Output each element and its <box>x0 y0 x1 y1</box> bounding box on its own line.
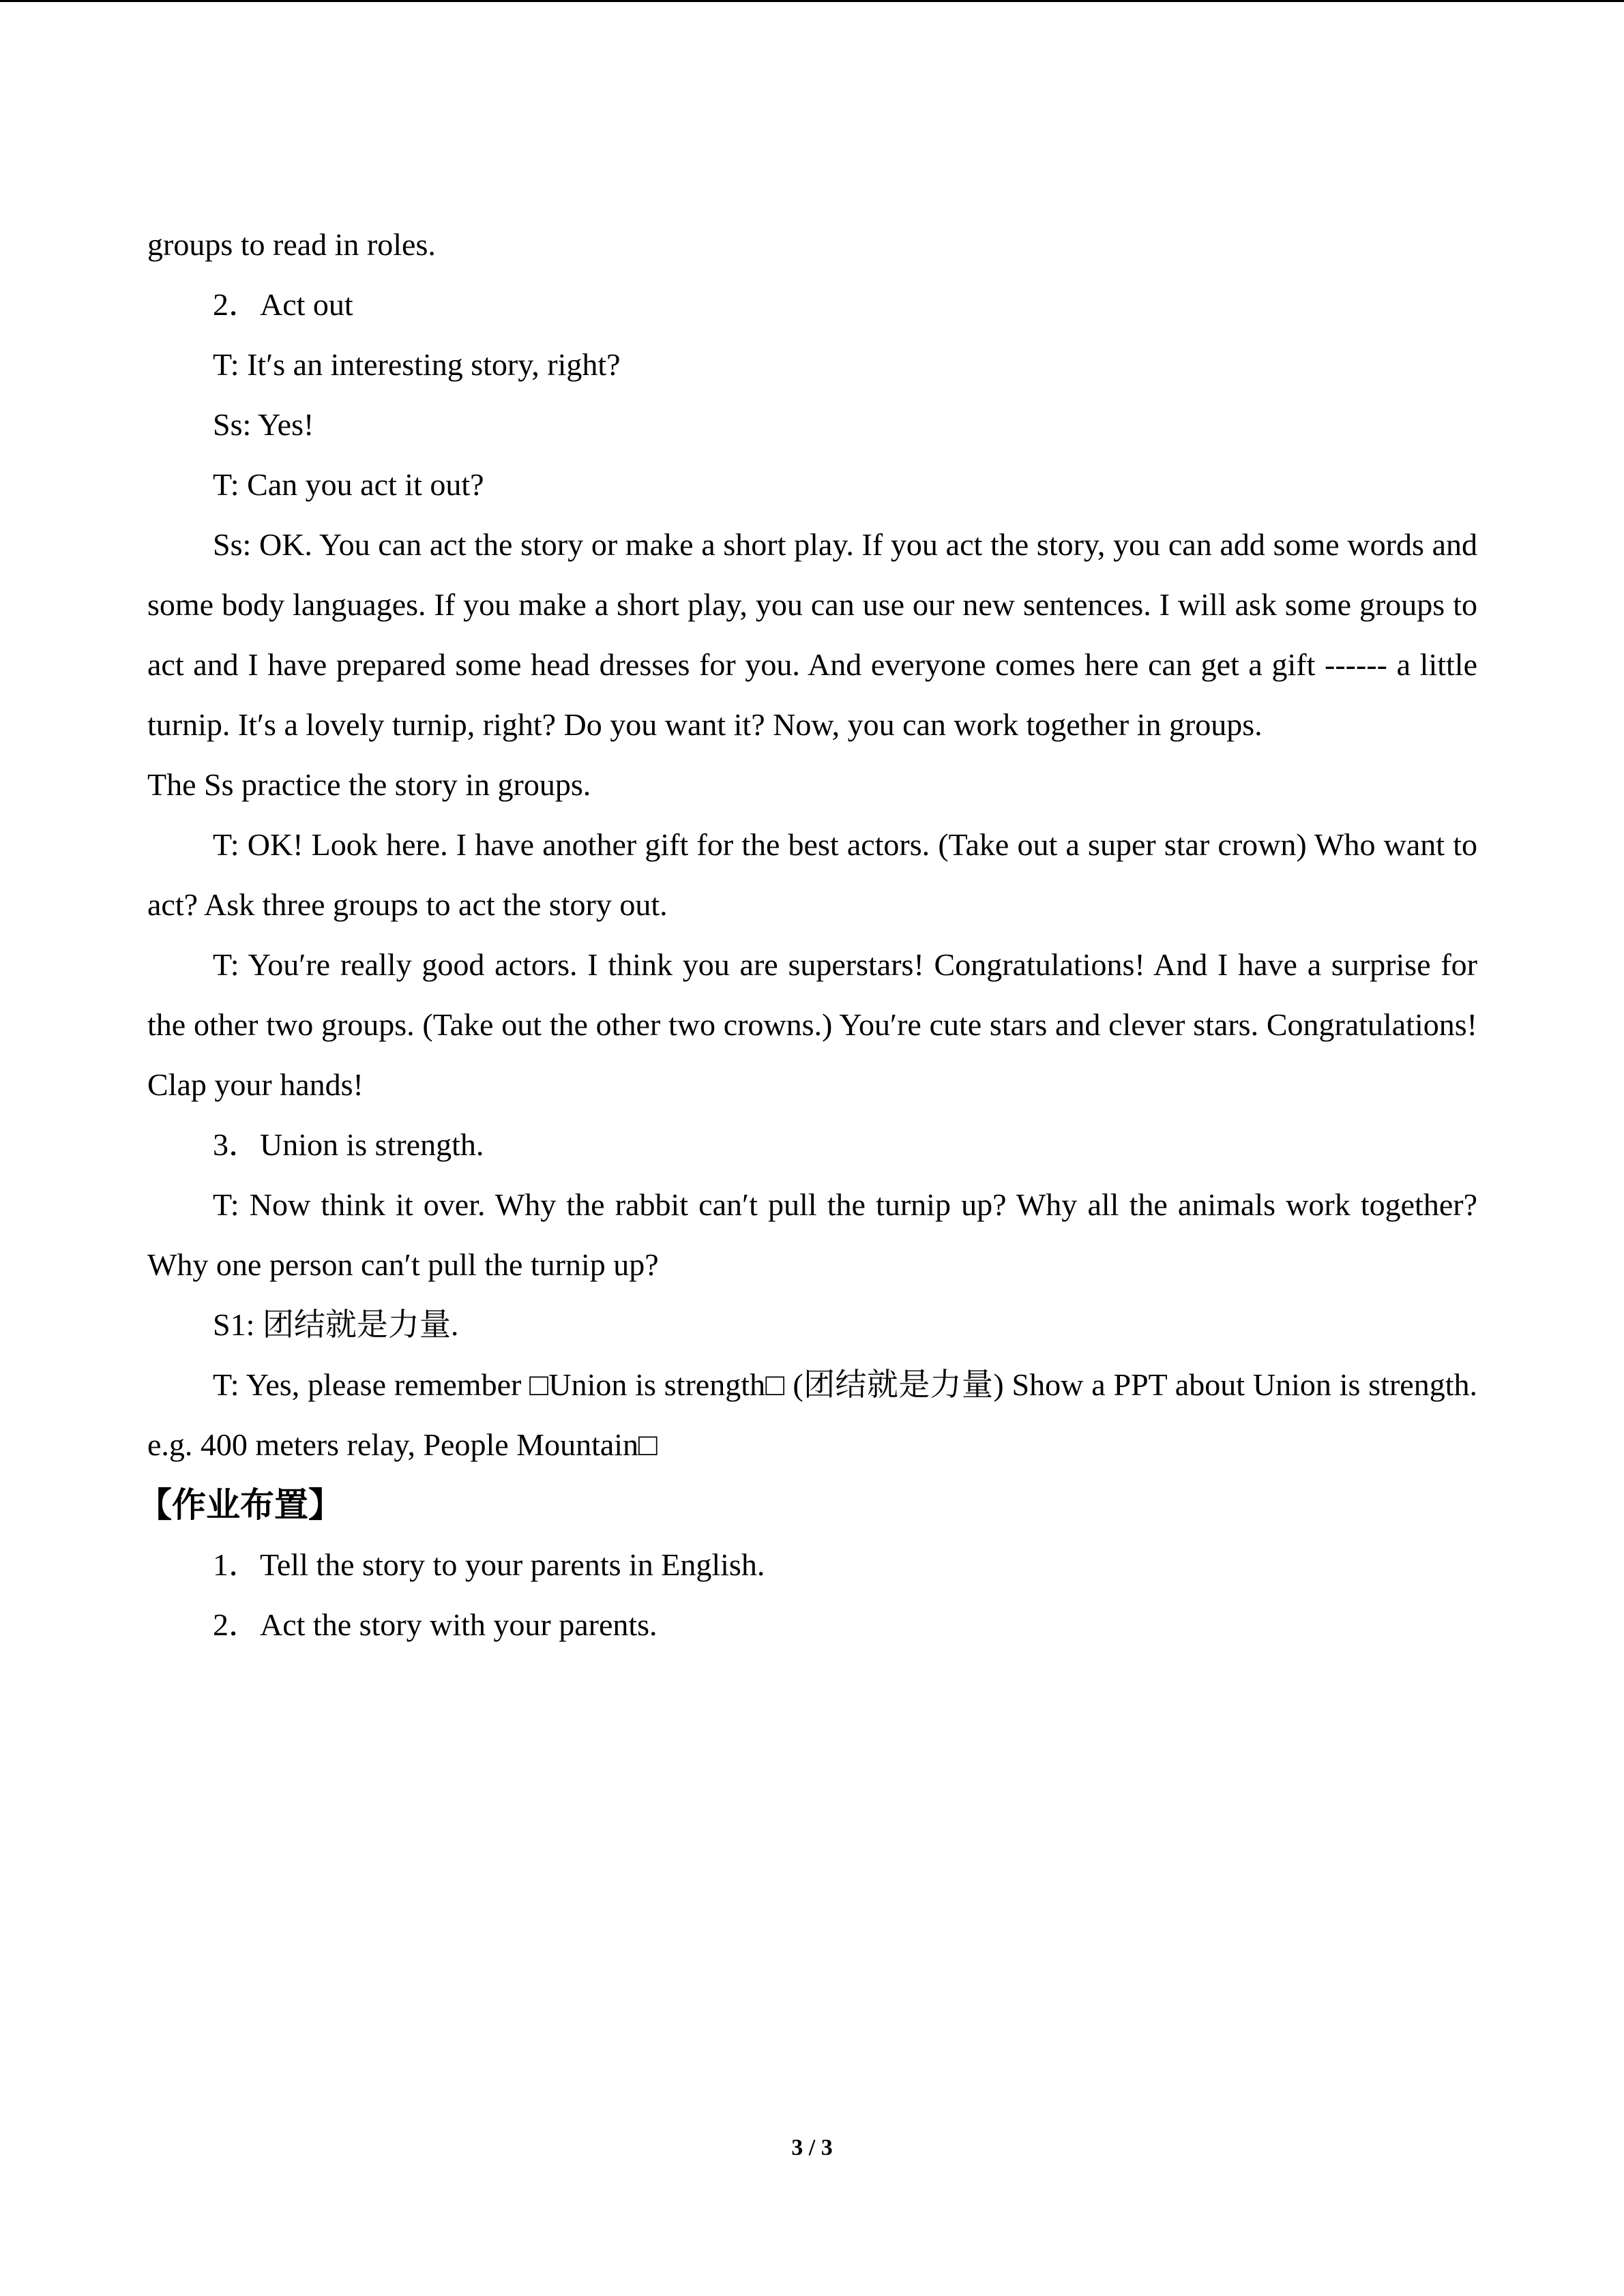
paragraph: T: Yes, please remember □Union is strength□ (团结就是力量) Show a PPT about Union is strength. e.g. 400 meters relay, People Mountain□ <box>147 1367 1477 1462</box>
document-body <box>138 215 1477 1655</box>
top-border-line <box>0 0 1624 2</box>
paragraph: T: Can you act it out? <box>213 467 484 502</box>
page-number: 3 / 3 <box>791 2135 833 2160</box>
paragraph: Ss: Yes! <box>213 407 314 442</box>
paragraph: T: It′s an interesting story, right? <box>213 347 621 382</box>
section-heading-act-out: 2．Act out <box>213 287 353 322</box>
homework-item: 1．Tell the story to your parents in English. <box>213 1547 765 1582</box>
paragraph: T: OK! Look here. I have another gift for the best actors. (Take out a super star crown) Who want to act? Ask three groups to act the story out. <box>147 827 1477 922</box>
homework-heading: 【作业布置】 <box>138 1485 342 1525</box>
homework-item: 2．Act the story with your parents. <box>213 1607 658 1642</box>
paragraph: groups to read in roles. <box>147 227 436 262</box>
paragraph: T: Now think it over. Why the rabbit can′t pull the turnip up? Why all the animals work together? Why one person can′t pull the turnip up? <box>147 1187 1477 1282</box>
paragraph: Ss: OK. You can act the story or make a short play. If you act the story, you can add some words and some body languages. If you make a short play, you can use our new sentences. I will ask some groups to act and I have prepared some head dresses for you. And everyone comes here can get a gift ------ a little turnip. It′s a lovely turnip, right? Do you want it? Now, you can work together in groups. <box>147 527 1477 742</box>
paragraph: T: You′re really good actors. I think you are superstars! Congratulations! And I have a surprise for the other two groups. (Take out the other two crowns.) You′re cute stars and clever stars. Congratulations! Clap your hands! <box>147 947 1477 1102</box>
section-heading-union: 3．Union is strength. <box>213 1127 484 1162</box>
paragraph: S1: 团结就是力量. <box>213 1307 459 1342</box>
paragraph: The Ss practice the story in groups. <box>147 767 591 802</box>
